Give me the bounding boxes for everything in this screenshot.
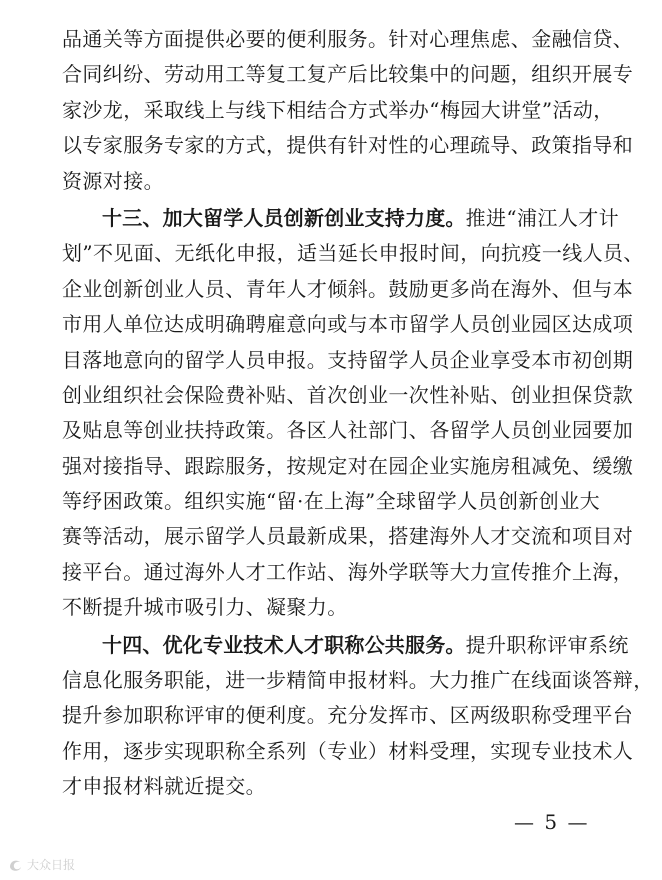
text-line: 才申报材料就近提交。 xyxy=(62,774,266,799)
document-page xyxy=(62,22,654,805)
text-line: 划”不见面、无纸化申报，适当延长申报时间，向抗疫一线人员、 xyxy=(62,241,644,266)
paragraph-13 xyxy=(62,201,644,626)
watermark-text: 大众日报 xyxy=(27,858,76,872)
text-line: 及贴息等创业扶持政策。各区人社部门、各留学人员创业园要加 xyxy=(62,418,634,443)
text-line: 信息化服务职能，进一步精简申报材料。大力推广在线面谈答辩， xyxy=(62,668,654,693)
watermark-logo-icon xyxy=(8,857,24,873)
text-line: 等纾困政策。组织实施“留·在上海”全球留学人员创新创业大 xyxy=(62,489,601,514)
text-line: 接平台。通过海外人才工作站、海外学联等大力宣传推介上海， xyxy=(62,559,634,584)
paragraph-14 xyxy=(62,628,654,805)
text-span: 提升职称评审系统 xyxy=(465,632,629,657)
text-line xyxy=(62,628,629,663)
section-heading-13: 十三、加大留学人员创新创业支持力度。 xyxy=(102,205,466,230)
text-line: 资源对接。 xyxy=(62,168,164,193)
text-line: 提升参加职称评审的便利度。充分发挥市、区两级职称受理平台 xyxy=(62,703,634,728)
text-line: 创业组织社会保险费补贴、首次创业一次性补贴、创业担保贷款 xyxy=(62,382,634,407)
text-line: 作用，逐步实现职称全系列（专业）材料受理，实现专业技术人 xyxy=(62,738,634,763)
text-line xyxy=(62,201,620,236)
text-line: 赛等活动，展示留学人员最新成果，搭建海外人才交流和项目对 xyxy=(62,524,634,549)
page-number: — 5 — xyxy=(514,810,590,834)
text-line: 市用人单位达成明确聘雇意向或与本市留学人员创业园区达成项 xyxy=(62,312,634,337)
watermark xyxy=(8,856,75,873)
section-heading-14: 十四、优化专业技术人才职称公共服务。 xyxy=(102,632,466,657)
text-line: 品通关等方面提供必要的便利服务。针对心理焦虑、金融信贷、 xyxy=(62,27,634,51)
text-line: 企业创新创业人员、青年人才倾斜。鼓励更多尚在海外、但与本 xyxy=(62,276,634,301)
text-span: 推进“浦江人才计 xyxy=(465,205,620,230)
text-line: 目落地意向的留学人员申报。支持留学人员企业享受本市初创期 xyxy=(62,347,634,372)
text-line: 家沙龙，采取线上与线下相结合方式举办“梅园大讲堂”活动， xyxy=(62,97,614,122)
text-line: 强对接指导、跟踪服务，按规定对在园企业实施房租减免、缓缴 xyxy=(62,453,634,478)
text-line: 不断提升城市吸引力、凝聚力。 xyxy=(62,595,348,620)
text-line: 合同纠纷、劳动用工等复工复产后比较集中的问题，组织开展专 xyxy=(62,62,634,87)
text-line: 以专家服务专家的方式，提供有针对性的心理疏导、政策指导和 xyxy=(62,133,634,158)
paragraph-12-tail xyxy=(62,22,634,199)
